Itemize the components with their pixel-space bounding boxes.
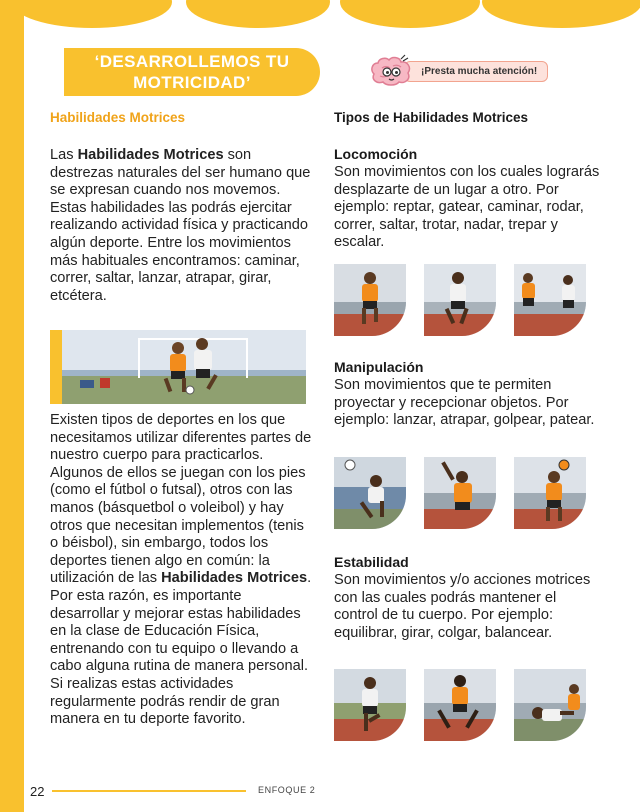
section-title-banner [64, 48, 320, 96]
manipulation-photo-2 [424, 457, 496, 529]
manipulation-photo-1 [334, 457, 406, 529]
stability-photo-1 [334, 669, 406, 741]
stability-title: Estabilidad [334, 554, 409, 570]
footer-label: ENFOQUE 2 [258, 785, 316, 795]
locomotion-text: Son movimientos con los cuales lograrás desplazarte de un lugar a otro. Por ejemplo: reptar, gatear, caminar, rodar, correr, saltar, trotar, nadar, trepar y escalar. [334, 164, 600, 251]
manipulation-title: Manipulación [334, 359, 424, 375]
attention-label: ¡Presta mucha atención! [404, 61, 548, 82]
manipulation-photo-3 [514, 457, 586, 529]
stability-text: Son movimientos y/o acciones motrices con las cuales podrás mantener el control de tu cuerpo. Por ejemplo: equilibrar, girar, colgar, balancear. [334, 572, 591, 641]
locomotion-photo-1 [334, 264, 406, 336]
locomotion-photo-3 [514, 264, 586, 336]
intro-paragraph: Las Habilidades Motrices son destrezas naturales del ser humano que se expresan cuando nos movemos. Estas habilidades las podrás ejercitar realizando actividad física y practicando algún deporte. Entre los movimientos más habituales encontramos: caminar, correr, saltar, lanzar, atrapar, girar, etcétera. [50, 147, 311, 304]
left-accent-bar [0, 0, 24, 812]
sports-paragraph: Existen tipos de deportes en los que necesitamos utilizar diferentes partes de nuestro cuerpo para practicarlos. Algunos de ellos se juegan con los pies (como el fútbol o futsal), otros con las manos (básquetbol o voleibol) y hay otros que necesitan implementos (tenis o béisbol), sin embargo, todos los deportes tienen algo en común: la utilización de las Habilidades Motrices. Por esta razón, es importante desarrollar y mejorar estas habilidades en la clase de Educación Física, entrenando con tu equipo o llevando a cabo alguna rutina de manera personal. Si realizas estas actividades regularmente podrás rendir de gran manera en tu deporte favorito. [50, 412, 312, 728]
stability-photo-3 [514, 669, 586, 741]
manipulation-text: Son movimientos que te permiten proyectar y recepcionar objetos. Por ejemplo: lanzar, atrapar, golpear, patear. [334, 377, 595, 429]
right-heading: Tipos de Habilidades Motrices [334, 110, 529, 125]
footer-divider [52, 790, 246, 792]
section-title: ‘DESARROLLEMOS TU MOTRICIDAD’ [94, 52, 290, 92]
locomotion-title: Locomoción [334, 146, 418, 162]
section-number: 2 [32, 61, 44, 82]
brain-icon [368, 54, 414, 88]
page-number: 22 [30, 784, 45, 799]
left-heading: Habilidades Motrices [50, 110, 186, 125]
stability-photo-2 [424, 669, 496, 741]
soccer-kids-photo [50, 330, 306, 404]
top-scallop-decoration [0, 0, 640, 30]
attention-badge [368, 54, 548, 88]
locomotion-photo-2 [424, 264, 496, 336]
